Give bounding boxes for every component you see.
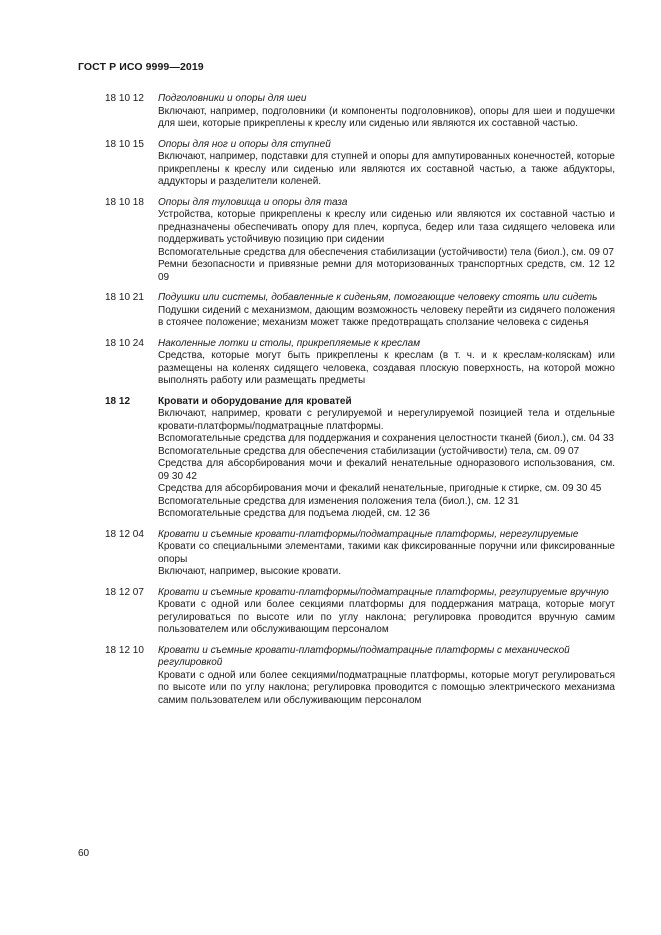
- entry-text: Вспомогательные средства для обеспечения стабилизации (устойчивости) тела, см. 09 07: [158, 445, 580, 457]
- classification-entry: [105, 292, 615, 330]
- entry-code: 18 12 07: [105, 586, 144, 598]
- entry-body: [158, 529, 615, 579]
- entry-text: Кровати с одной или более секциями/подматрацные платформы, которые могут регулироваться по высоте или по углу наклона; регулировка проводится с помощью электрического механизма самим пользователем или обслуживающим персоналом: [158, 669, 615, 706]
- entry-text: Вспомогательные средства для поддержания и сохранения целостности тканей (биол.), см. 04 33: [158, 433, 614, 444]
- entry-code: 18 10 12: [105, 93, 144, 104]
- classification-entry: [105, 645, 615, 708]
- entry-code: 18 10 15: [105, 138, 144, 150]
- entry-title: Кровати и съемные кровати-платформы/подматрацные платформы, нерегулируемые: [158, 528, 579, 540]
- entry-body: [158, 292, 615, 330]
- entry-text: Средства для абсорбирования мочи и фекалий ненательные, пригодные к стирке, см. 09 30 45: [158, 483, 602, 494]
- entry-code: 18 10 21: [105, 292, 144, 303]
- entry-body: [158, 338, 615, 388]
- entry-body: [158, 93, 615, 131]
- classification-entry: [105, 338, 615, 388]
- classification-entry: [105, 396, 615, 521]
- entry-text: Средства, которые могут быть прикреплены к креслам (в т. ч. и к креслам-коляскам) или размещены на коленях сидящего человека, создавая плоскую поверхность, на которой можно выполнять работу или размещать предметы: [158, 350, 615, 386]
- entry-code: 18 10 24: [105, 337, 144, 349]
- classification-entry: [105, 529, 615, 579]
- entry-text: Вспомогательные средства для подъема людей, см. 12 36: [158, 508, 430, 519]
- entry-text: Включают, например, высокие кровати.: [158, 566, 342, 577]
- classification-entry: [105, 93, 615, 131]
- entry-code: 18 10 18: [105, 196, 144, 208]
- entry-text: Включают, например, подставки для ступней и опоры для ампутированных конечностей, которые прикреплены к креслу или сиденью или являются их составной частью, а также абдукторы, аддукторы и разделители коленей.: [158, 151, 615, 187]
- classification-entry: [105, 139, 615, 189]
- entry-text: Кровати со специальными элементами, такими как фиксированные поручни или фиксированные опоры: [158, 541, 615, 565]
- entry-code: 18 12: [105, 395, 131, 407]
- entry-body: [158, 197, 615, 285]
- classification-entry: [105, 197, 615, 285]
- entry-title: Наколенные лотки и столы, прикрепляемые к креслам: [158, 337, 421, 349]
- entry-title: Кровати и оборудование для кроватей: [158, 395, 352, 407]
- entry-text: Ремни безопасности и привязные ремни для моторизованных транспортных средств, см. 12 12 09: [158, 259, 615, 283]
- entry-text: Вспомогательные средства для изменения положения тела (биол.), см. 12 31: [158, 495, 519, 507]
- entry-code: 18 12 04: [105, 528, 144, 540]
- document-id: ГОСТ Р ИСО 9999—2019: [78, 61, 204, 73]
- entry-body: [158, 139, 615, 189]
- entry-title: Подголовники и опоры для шеи: [158, 93, 307, 104]
- entry-title: Опоры для туловища и опоры для таза: [158, 196, 348, 208]
- entry-text: Включают, например, кровати с регулируемой и нерегулируемой позицией тела и отдельные кровати-платформы/подматрацные платформы.: [158, 408, 615, 432]
- entry-text: Включают, например, подголовники (и компоненты подголовников), опоры для шеи и подушечки для шеи, которые прикреплены к креслу или сиденью или являются их составной частью.: [158, 105, 615, 129]
- entry-title: Кровати и съемные кровати-платформы/подматрацные платформы с механической регулировкой: [158, 644, 570, 668]
- classification-list: [105, 93, 615, 715]
- entry-text: Средства для абсорбирования мочи и фекалий ненательные одноразового использования, см. 09 30 42: [158, 458, 615, 482]
- entry-body: [158, 396, 615, 521]
- entry-text: Кровати с одной или более секциями платформы для поддержания матраца, которые могут регулироваться по высоте или по углу наклона; регулировка проводится вручную самим пользователем или обслуживающим персоналом: [158, 599, 615, 635]
- entry-code: 18 12 10: [105, 644, 144, 656]
- entry-title: Кровати и съемные кровати-платформы/подматрацные платформы, регулируемые вручную: [158, 586, 609, 598]
- entry-title: Подушки или системы, добавленные к сиденьям, помогающие человеку стоять или сидеть: [158, 292, 598, 303]
- entry-text: Устройства, которые прикреплены к креслу или сиденью или являются их составной частью и предназначены обеспечивать опору для плеч, корпуса, бедер или таза сидящего человека или поддерживать устойчивую позицию при сидении: [158, 209, 615, 245]
- entry-body: [158, 645, 615, 708]
- page-number: 60: [78, 848, 90, 859]
- classification-entry: [105, 587, 615, 637]
- entry-text: Вспомогательные средства для обеспечения стабилизации (устойчивости) тела (биол.), см. 09 07: [158, 246, 614, 258]
- entry-title: Опоры для ног и опоры для ступней: [158, 138, 331, 150]
- entry-body: [158, 587, 615, 637]
- entry-text: Подушки сидений с механизмом, дающим возможность человеку перейти из сидячего положения в стоячее положение; механизм может также предотвращать сползание человека с сиденья: [158, 304, 615, 328]
